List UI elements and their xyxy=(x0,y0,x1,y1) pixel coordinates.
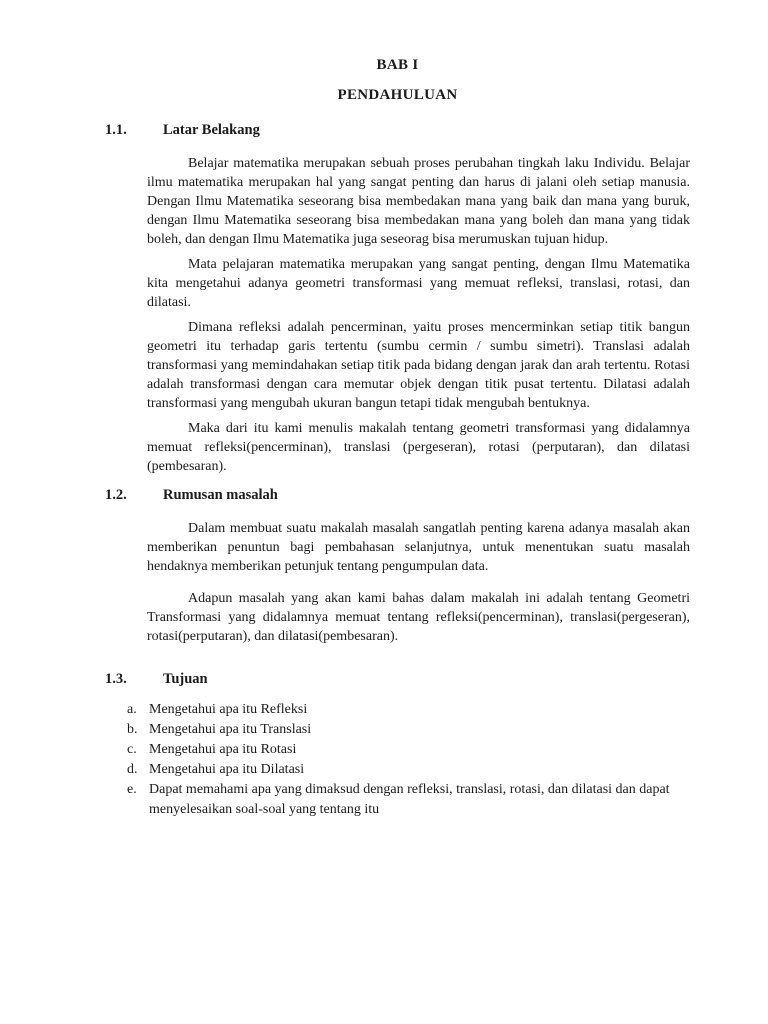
chapter-title: BAB I xyxy=(376,57,419,73)
paragraph: Adapun masalah yang akan kami bahas dalam makalah ini adalah tentang Geometri Transformasi yang didalamnya memuat tentang refleksi(pencerminan), translasi(pergeseran), rotasi(perputaran), dan dilatasi(pembesaran). xyxy=(147,591,690,644)
section-title: Latar Belakang xyxy=(163,122,260,138)
list-item xyxy=(127,780,690,820)
list-marker: d. xyxy=(127,762,138,777)
list-item-text: Mengetahui apa itu Refleksi xyxy=(149,702,308,717)
section-number: 1.2. xyxy=(105,487,127,503)
section-number: 1.1. xyxy=(105,122,127,138)
paragraph: Maka dari itu kami menulis makalah tentang geometri transformasi yang didalamnya memuat refleksi(pencerminan), translasi (pergeseran), rotasi (perputaran), dan dilatasi (pembesaran). xyxy=(147,421,690,474)
list-item xyxy=(127,740,690,760)
paragraph: Dalam membuat suatu makalah masalah sangatlah penting karena adanya masalah akan memberikan penuntun bagi pembahasan selanjutnya, untuk menentukan suatu masalah hendaknya memberikan petunjuk tentang pengumpulan data. xyxy=(147,521,690,574)
list-item-text: Dapat memahami apa yang dimaksud dengan refleksi, translasi, rotasi, dan dilatasi dan dapat menyelesaikan soal-soal yang tentang itu xyxy=(149,782,670,817)
list-item xyxy=(127,720,690,740)
section-heading-latar-belakang xyxy=(105,121,690,140)
list-item xyxy=(127,760,690,780)
list-marker: c. xyxy=(127,742,137,757)
section-heading-rumusan-masalah xyxy=(105,486,690,505)
chapter-subtitle: PENDAHULUAN xyxy=(337,87,458,103)
section-number: 1.3. xyxy=(105,671,127,687)
section-title: Tujuan xyxy=(163,671,208,687)
objectives-list xyxy=(127,700,690,820)
paragraph: Dimana refleksi adalah pencerminan, yaitu proses mencerminkan setiap titik bangun geometri itu terhadap garis tertentu (sumbu cermin / sumbu simetri). Translasi adalah transformasi yang memindahakan setiap titik pada bidang dengan jarak dan arah tertentu. Rotasi adalah transformasi dengan cara memutar objek dengan titik pusat tertentu. Dilatasi adalah transformasi yang mengubah ukuran bangun tetapi tidak mengubah bentuknya. xyxy=(147,320,690,411)
list-item xyxy=(127,700,690,720)
list-marker: a. xyxy=(127,702,137,717)
list-marker: b. xyxy=(127,722,138,737)
section-title: Rumusan masalah xyxy=(163,487,278,503)
list-item-text: Mengetahui apa itu Dilatasi xyxy=(149,762,305,777)
list-item-text: Mengetahui apa itu Translasi xyxy=(149,722,312,737)
list-item-text: Mengetahui apa itu Rotasi xyxy=(149,742,297,757)
paragraph: Mata pelajaran matematika merupakan yang sangat penting, dengan Ilmu Matematika kita mengetahui adanya geometri transformasi yang memuat refleksi, translasi, rotasi, dan dilatasi. xyxy=(147,257,690,310)
list-marker: e. xyxy=(127,782,137,797)
section-heading-tujuan xyxy=(105,670,690,689)
paragraph: Belajar matematika merupakan sebuah proses perubahan tingkah laku Individu. Belajar ilmu matematika merupakan hal yang sangat penting dan harus di jalani oleh setiap manusia. Dengan Ilmu Matematika seseorang bisa membedakan mana yang baik dan mana yang buruk, dengan Ilmu Matematika seseorang bisa membedakan mana yang boleh dan mana yang tidak boleh, dan dengan Ilmu Matematika juga seseorag bisa merumuskan tujuan hidup. xyxy=(147,156,690,247)
